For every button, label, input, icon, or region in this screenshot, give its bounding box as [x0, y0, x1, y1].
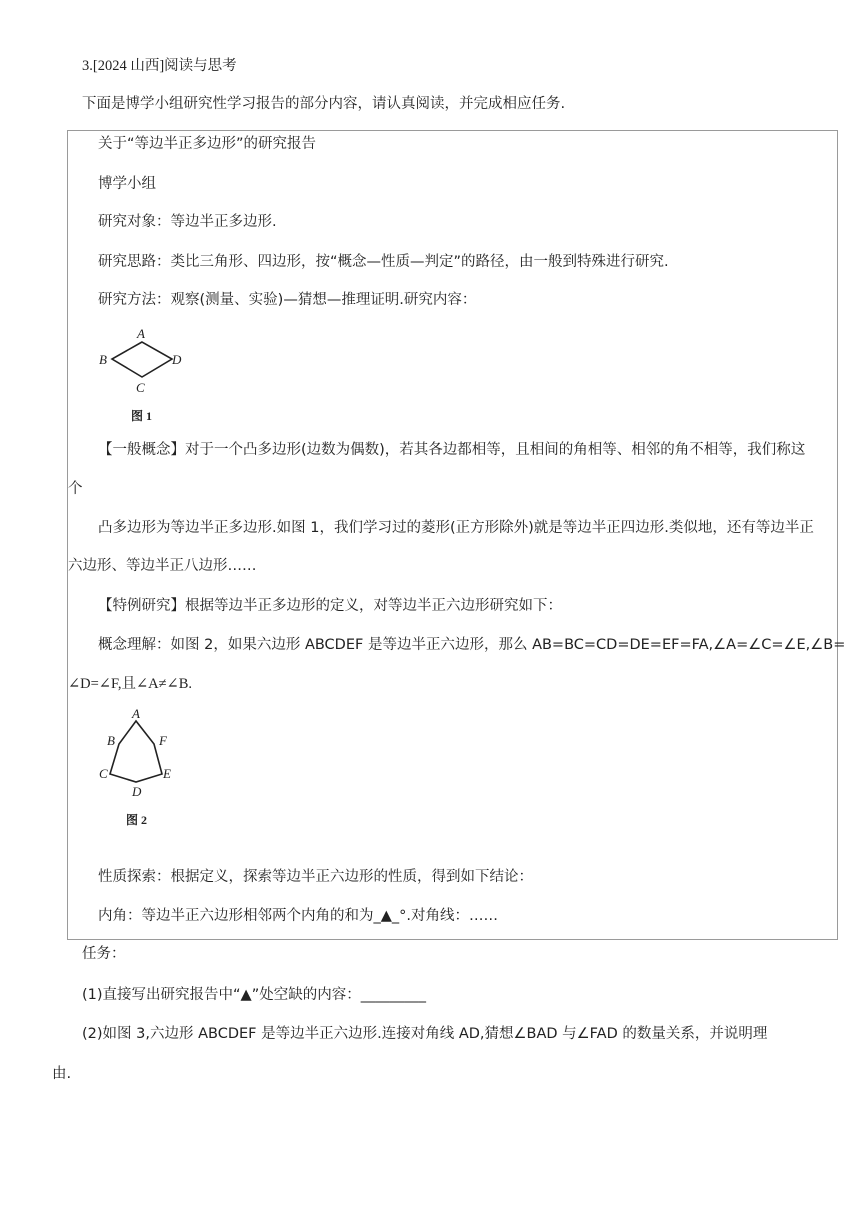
fig2-label-a: A — [132, 706, 140, 721]
tasks-label: 任务： — [82, 946, 126, 962]
task-1: (1)直接写出研究报告中“▲”处空缺的内容：_________ — [82, 987, 426, 1003]
special-study: 【特例研究】根据等边半正多边形的定义，对等边半正六边形研究如下： — [98, 598, 562, 614]
problem-intro: 下面是博学小组研究性学习报告的部分内容，请认真阅读，并完成相应任务. — [82, 96, 566, 112]
hexagon-shape — [110, 721, 162, 782]
report-group: 博学小组 — [98, 176, 156, 192]
fig2-caption: 图 2 — [126, 813, 148, 827]
fig1-label-c: C — [136, 380, 145, 395]
fig1-label-b: B — [99, 352, 107, 367]
fig1-caption: 图 1 — [131, 409, 153, 423]
figure-1-rhombus — [96, 326, 186, 426]
fig2-label-e: E — [163, 766, 171, 781]
fig1-label-d: D — [172, 352, 182, 367]
understanding-text-1: 概念理解：如图 2，如果六边形 ABCDEF 是等边半正六边形，那么 AB=BC=CD=DE=EF=FA,∠A=∠C=∠E,∠B= — [98, 637, 846, 653]
fig1-label-a: A — [137, 326, 145, 341]
report-object: 研究对象：等边半正多边形. — [98, 214, 277, 230]
concept-line-1: 【一般概念】对于一个凸多边形(边数为偶数)，若其各边都相等，且相间的角相等、相邻的角不相等，我们称这 — [98, 442, 806, 458]
problem-header — [82, 56, 237, 76]
report-heading: 关于“等边半正多边形”的研究报告 — [98, 136, 317, 152]
fig2-label-f: F — [159, 733, 167, 748]
understanding-line-2: ∠D=∠F,且∠A≠∠B. — [68, 676, 193, 692]
report-idea: 研究思路：类比三角形、四边形，按“概念—性质—判定”的路径，由一般到特殊进行研究. — [98, 254, 669, 270]
problem-number: 3. — [82, 58, 93, 74]
rhombus-shape — [112, 342, 172, 377]
task-2-line-2: 由. — [52, 1066, 72, 1082]
figure-2-hexagon — [96, 704, 186, 830]
concept-line-3: 凸多边形为等边半正多边形.如图 1，我们学习过的菱形(正方形除外)就是等边半正四边形.类似地，还有等边半正 — [98, 520, 814, 536]
problem-title: 阅读与思考 — [164, 58, 237, 74]
fig2-label-b: B — [107, 733, 115, 748]
concept-line-2: 个 — [68, 481, 83, 497]
interior-angle: 内角：等边半正六边形相邻两个内角的和为_▲_°.对角线：…… — [98, 908, 499, 924]
problem-source: [2024 山西] — [92, 58, 165, 74]
property-explore: 性质探索：根据定义，探索等边半正六边形的性质，得到如下结论： — [98, 869, 533, 885]
understanding-line-1 — [98, 635, 845, 655]
fig2-label-c: C — [99, 766, 108, 781]
report-method: 研究方法：观察(测量、实验)—猜想—推理证明.研究内容： — [98, 292, 477, 308]
task-2-line-1: (2)如图 3,六边形 ABCDEF 是等边半正六边形.连接对角线 AD,猜想∠BAD 与∠FAD 的数量关系，并说明理 — [82, 1026, 768, 1042]
concept-line-4: 六边形、等边半正八边形…… — [68, 558, 257, 574]
fig2-label-d: D — [132, 784, 142, 799]
